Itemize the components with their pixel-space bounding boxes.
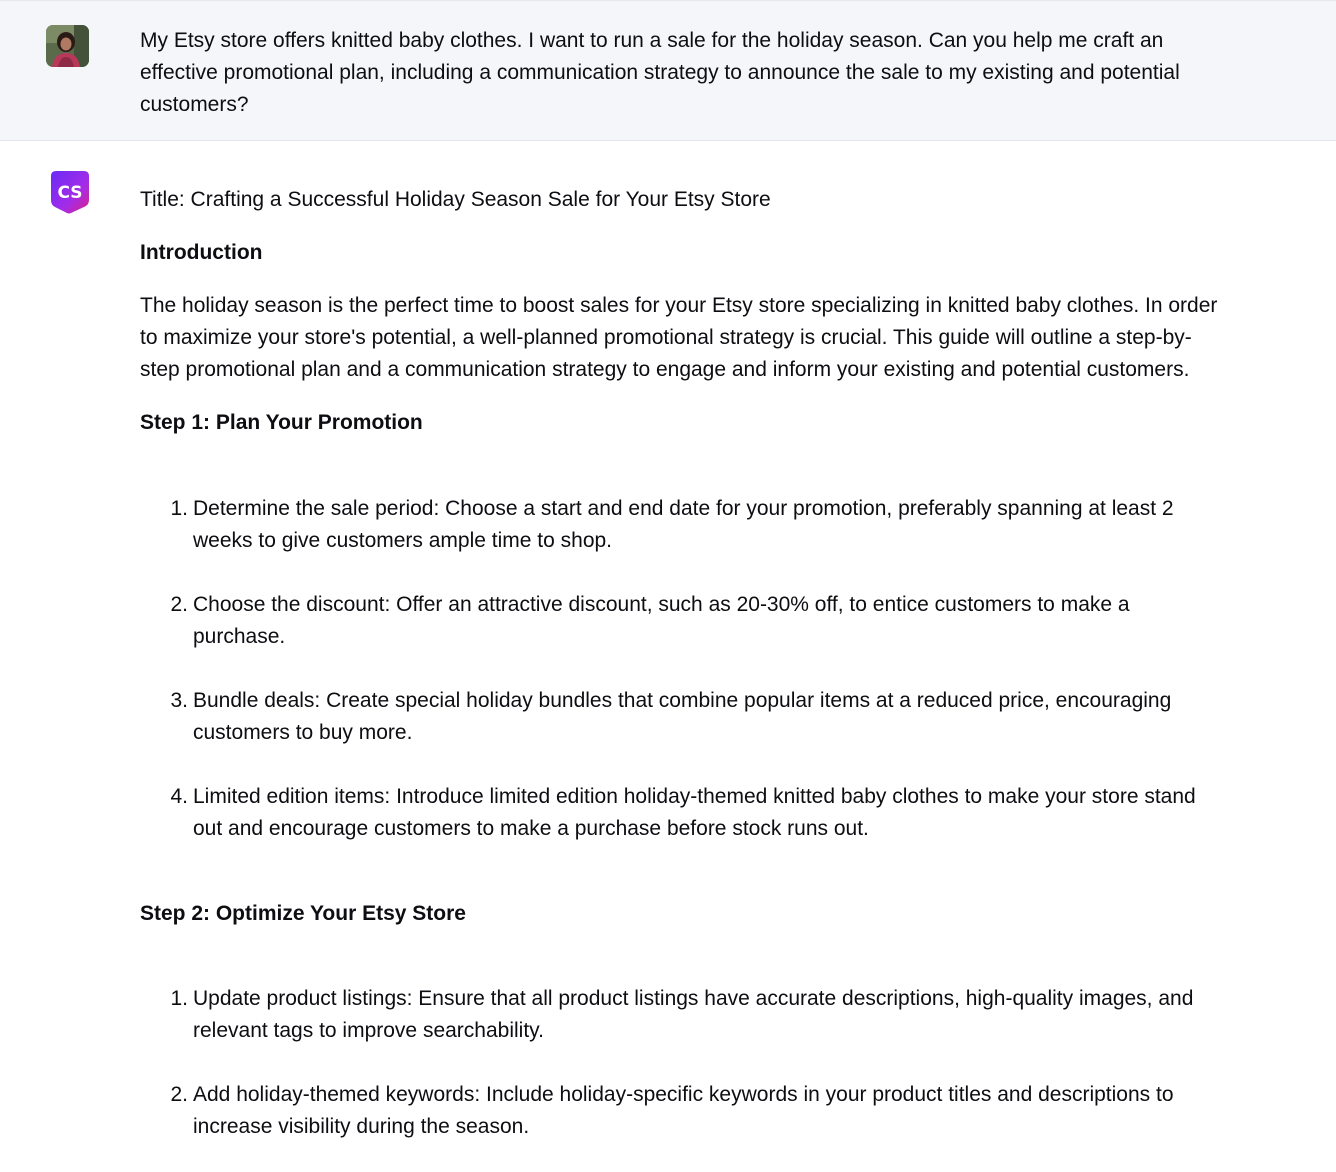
list-item-number: 1. bbox=[170, 497, 188, 520]
list-item bbox=[140, 781, 1225, 845]
step2-list bbox=[140, 983, 1225, 1143]
list-item bbox=[140, 589, 1225, 653]
list-item bbox=[140, 685, 1225, 749]
user-avatar bbox=[46, 25, 89, 67]
list-item-text: Update product listings: Ensure that all product listings have accurate descriptions, high-quality images, and relevant tags to improve searchability. bbox=[193, 987, 1194, 1042]
intro-paragraph: The holiday season is the perfect time to boost sales for your Etsy store specializing in knitted baby clothes. In order to maximize your store's potential, a well-planned promotional strategy is crucial. This guide will outline a step-by-step promotional plan and a communication strategy to engage and inform your existing and potential customers. bbox=[140, 294, 1218, 381]
user-avatar-photo bbox=[46, 25, 89, 67]
list-item-number: 2. bbox=[170, 593, 188, 616]
intro-heading: Introduction bbox=[140, 241, 263, 264]
list-item-text: Bundle deals: Create special holiday bundles that combine popular items at a reduced price, encouraging customers to buy more. bbox=[193, 689, 1172, 744]
list-item-number: 3. bbox=[170, 689, 188, 712]
list-item-number: 4. bbox=[170, 785, 188, 808]
assistant-logo-icon bbox=[47, 170, 92, 215]
list-item-text: Choose the discount: Offer an attractive discount, such as 20-30% off, to entice customers to make a purchase. bbox=[193, 593, 1130, 648]
list-item-number: 1. bbox=[170, 987, 188, 1010]
list-item-number: 2. bbox=[170, 1083, 188, 1106]
assistant-logo-text: CS bbox=[57, 183, 83, 203]
list-item bbox=[140, 493, 1225, 557]
user-message bbox=[0, 0, 1336, 141]
list-item-text: Add holiday-themed keywords: Include holiday-specific keywords in your product titles and descriptions to increase visibility during the season. bbox=[193, 1083, 1174, 1138]
list-item bbox=[140, 983, 1225, 1047]
user-message-text: My Etsy store offers knitted baby clothes. I want to run a sale for the holiday season. Can you help me craft an effective promotional plan, including a communication strategy to announce the sale to my existing and potential customers? bbox=[140, 29, 1180, 116]
step1-list bbox=[140, 493, 1225, 845]
list-item-text: Limited edition items: Introduce limited edition holiday-themed knitted baby clothes to make your store stand out and encourage customers to make a purchase before stock runs out. bbox=[193, 785, 1196, 840]
step1-heading: Step 1: Plan Your Promotion bbox=[140, 411, 423, 434]
list-item-text: Determine the sale period: Choose a start and end date for your promotion, preferably spanning at least 2 weeks to give customers ample time to shop. bbox=[193, 497, 1174, 552]
step2-heading: Step 2: Optimize Your Etsy Store bbox=[140, 902, 466, 925]
list-item bbox=[140, 1079, 1225, 1143]
assistant-message bbox=[140, 184, 1225, 1143]
answer-title: Title: Crafting a Successful Holiday Season Sale for Your Etsy Store bbox=[140, 188, 771, 211]
